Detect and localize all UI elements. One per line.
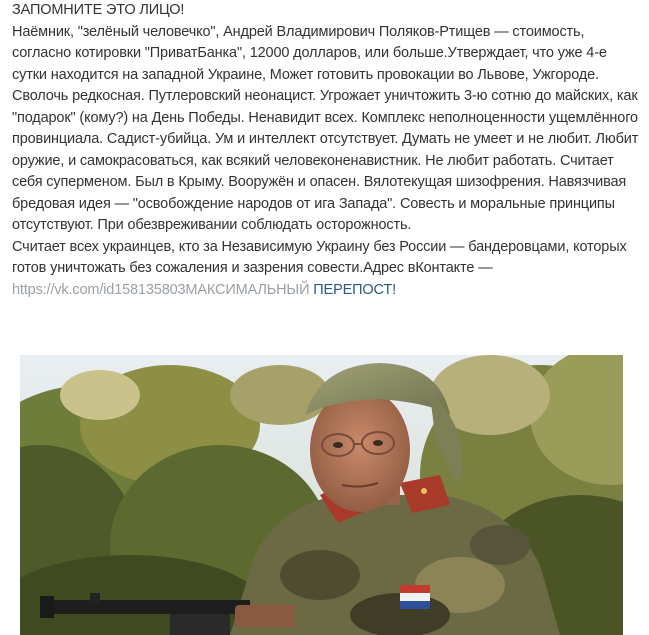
profile-link[interactable]: https://vk.com/id158135803МАКСИМАЛЬНЫЙ [12,281,310,298]
portrait-photo-icon [20,355,623,635]
post-paragraph-2-text: Считает всех украинцев, кто за Независимую Украину без России — бандеровцами, которых готов уничтожать без сожаления и зазрения совести.Адрес вКонтакте — [12,238,627,276]
post-paragraph-1: Наёмник, "зелёный человечко", Андрей Владимирович Поляков-Ртищев — стоимость, согласно котировки "ПриватБанка", 12000 долларов, или больше.Утверждает, что уже 4-е сутки находится на западной Украине, Может готовить провокации во Львове, Ужгороде. Сволочь редкосная. Путлеровский неонацист. Угрожает уничтожить 3-ю сотню до майских, как "подарок" (кому?) на День Победы. Ненавидит всех. Комплекс неполноценности ущемлённого провинциала. Садист-убийца. Ум и интеллект отсутствует. Думать не умеет и не любит. Любит оружие, и самокрасоваться, как всякий человеконенавистник. Не любит работать. Считает себя суперменом. Был в Крыму. Вооружён и опасен. Вялотекущая шизофрения. Навязчивая бредовая идея — "освобождение народов от ига Запада". Совесть и моральные принципы отсутствуют. При обезвреживании соблюдать осторожность. [12,23,639,233]
post-title: ЗАПОМНИТЕ ЭТО ЛИЦО! [12,2,185,18]
post-paragraph-2 [12,237,642,302]
repost-call: ПЕРЕПОСТ! [309,281,396,298]
post-photo[interactable] [20,355,623,635]
post-text [12,0,642,301]
